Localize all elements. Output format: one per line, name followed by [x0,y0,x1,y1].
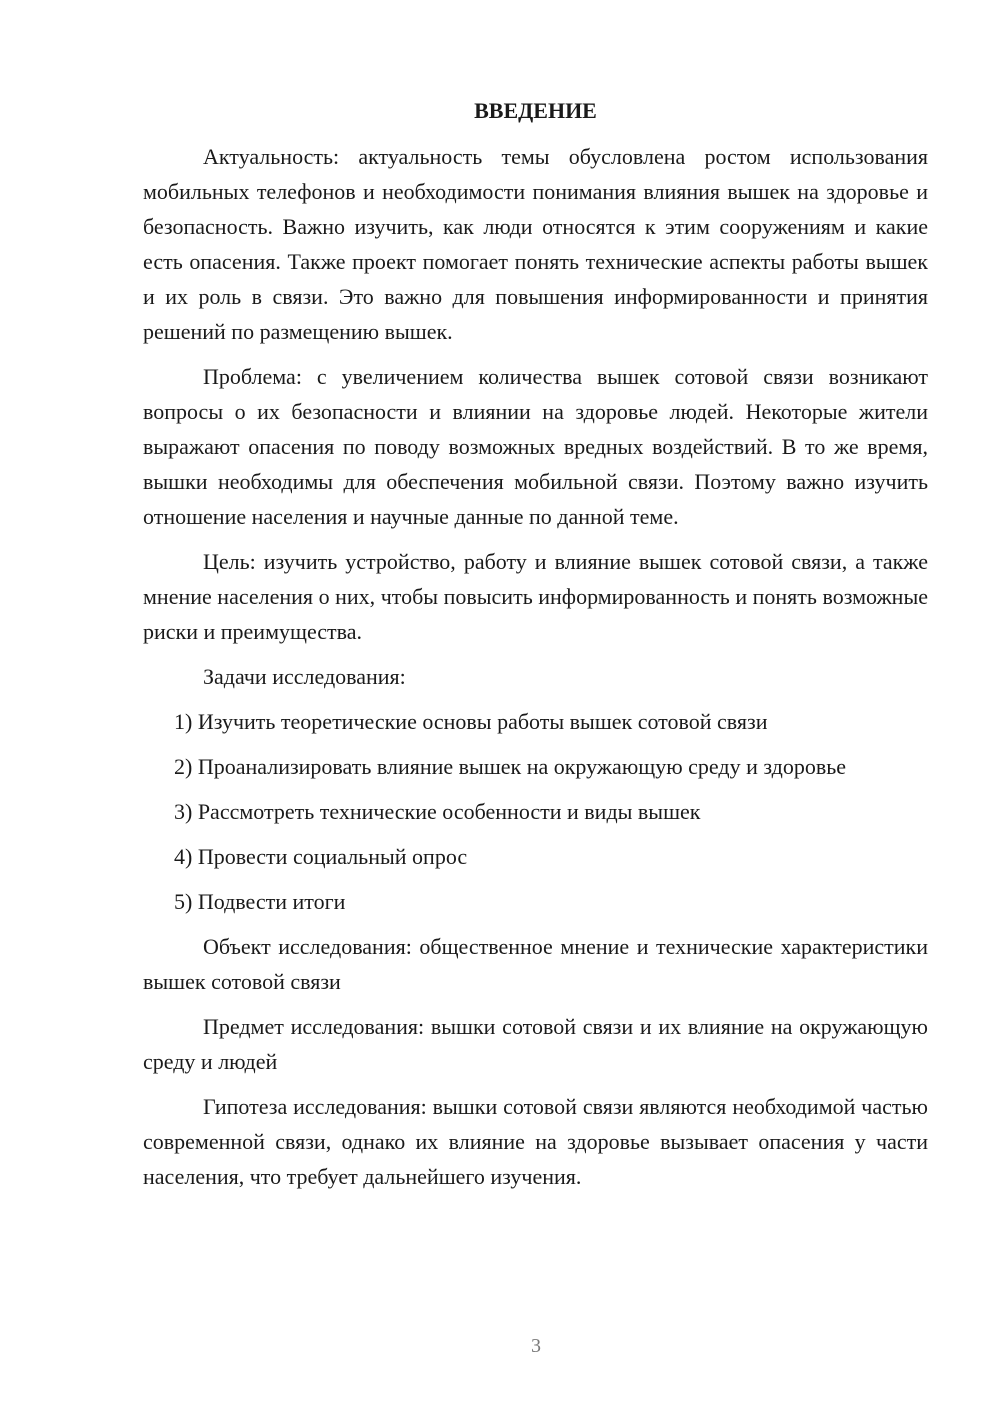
object-paragraph: Объект исследования: общественное мнение и технические характеристики вышек сотовой связи [143,934,928,994]
task-item-2: 2) Проанализировать влияние вышек на окружающую среду и здоровье [174,754,847,779]
tasks-heading: Задачи исследования: [203,664,406,689]
task-item-3: 3) Рассмотреть технические особенности и виды вышек [174,799,701,824]
relevance-paragraph: Актуальность: актуальность темы обусловлена ростом использования мобильных телефонов и необходимости понимания влияния вышек на здоровье и безопасность. Важно изучить, как люди относятся к этим сооружениям и какие есть опасения. Также проект помогает понять технические аспекты работы вышек и их роль в связи. Это важно для повышения информированности и принятия решений по размещению вышек. [143,144,928,344]
task-item-4: 4) Провести социальный опрос [174,844,468,869]
task-item-5: 5) Подвести итоги [174,889,346,914]
subject-paragraph: Предмет исследования: вышки сотовой связи и их влияние на окружающую среду и людей [143,1014,928,1074]
page-number: 3 [531,1335,541,1357]
section-heading: ВВЕДЕНИЕ [474,98,597,123]
goal-paragraph: Цель: изучить устройство, работу и влияние вышек сотовой связи, а также мнение населения о них, чтобы повысить информированность и понять возможные риски и преимущества. [143,549,928,644]
problem-paragraph: Проблема: с увеличением количества вышек сотовой связи возникают вопросы о их безопасности и влиянии на здоровье людей. Некоторые жители выражают опасения по поводу возможных вредных воздействий. В то же время, вышки необходимы для обеспечения мобильной связи. Поэтому важно изучить отношение населения и научные данные по данной теме. [143,364,928,529]
task-item-1: 1) Изучить теоретические основы работы вышек сотовой связи [174,709,768,734]
hypothesis-paragraph: Гипотеза исследования: вышки сотовой связи являются необходимой частью современной связи, однако их влияние на здоровье вызывает опасения у части населения, что требует дальнейшего изучения. [143,1094,928,1189]
page-content [143,95,928,1204]
